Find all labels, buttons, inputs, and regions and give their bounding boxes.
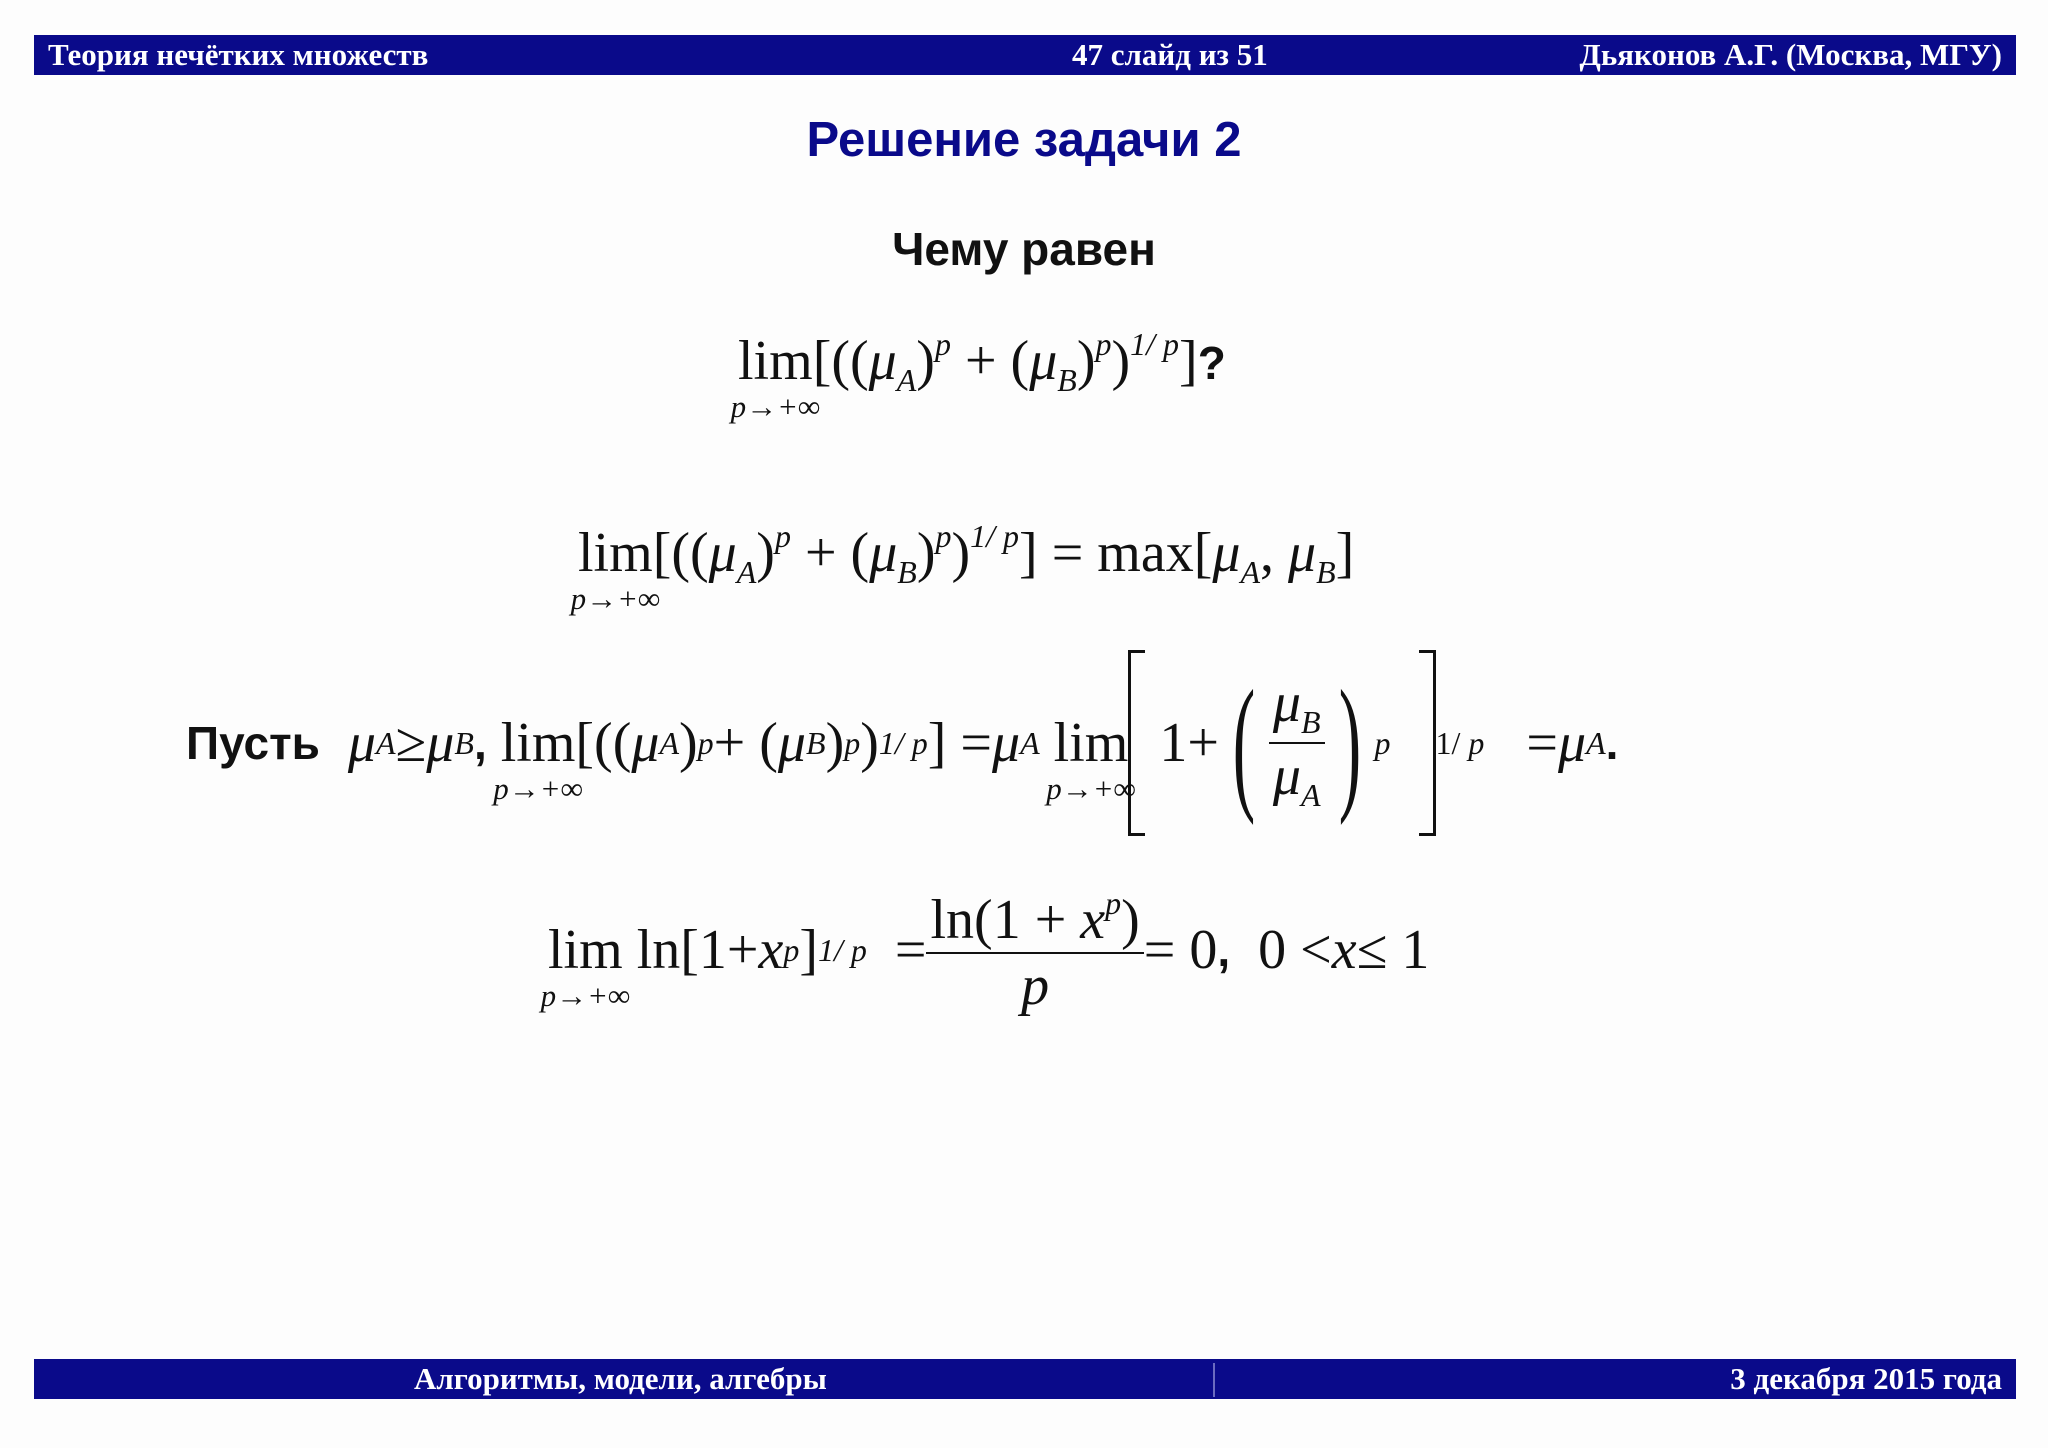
formula-question: lim p→+∞ $[((\mu_A)^p + (\mu_B)^p)^{1/ p}]$?	[730, 326, 1226, 424]
question-text: Чему равен	[892, 223, 1156, 275]
course-title: Теория нечётких множеств	[48, 37, 429, 72]
footer-event: Алгоритмы, модели, алгебры	[414, 1361, 827, 1396]
question-mark: ?	[1197, 337, 1226, 389]
comma: ,	[473, 717, 487, 769]
footer-divider	[1213, 1363, 1215, 1397]
author: Дьяконов А.Г. (Москва, МГУ)	[1579, 37, 2002, 72]
slide-title: Решение задачи 2	[806, 113, 1242, 167]
slide-header-bar	[34, 35, 2016, 75]
slide-counter: 47 слайд из 51	[1072, 37, 1268, 72]
formula-proof: Пусть μ A ≥ μ B , lim p→+∞ [(( μ A ) p + ( μ B ) p ) 1/ p ] = μ A lim p→+∞ 1+ ( $\frac{\mu_B}{\mu_A}$ ) p 1/ p = μ A .	[186, 648, 1618, 838]
formula-log: lim p→+∞ ln[1+ x p ] 1/ p = $\frac{\ln(1 + x^p)}{p}$ = 0 , 0 < x ≤ 1	[540, 884, 1430, 1017]
period: .	[1605, 717, 1619, 769]
slide-footer-bar	[34, 1359, 2016, 1399]
formula-max: lim p→+∞ $[((\mu_A)^p + (\mu_B)^p)^{1/ p}] = \max[\mu_A$, $\mu_B$]	[570, 518, 1355, 616]
let-word: Пусть	[186, 717, 320, 769]
footer-date: 3 декабря 2015 года	[1730, 1361, 2002, 1396]
comma-2: ,	[1217, 924, 1231, 976]
